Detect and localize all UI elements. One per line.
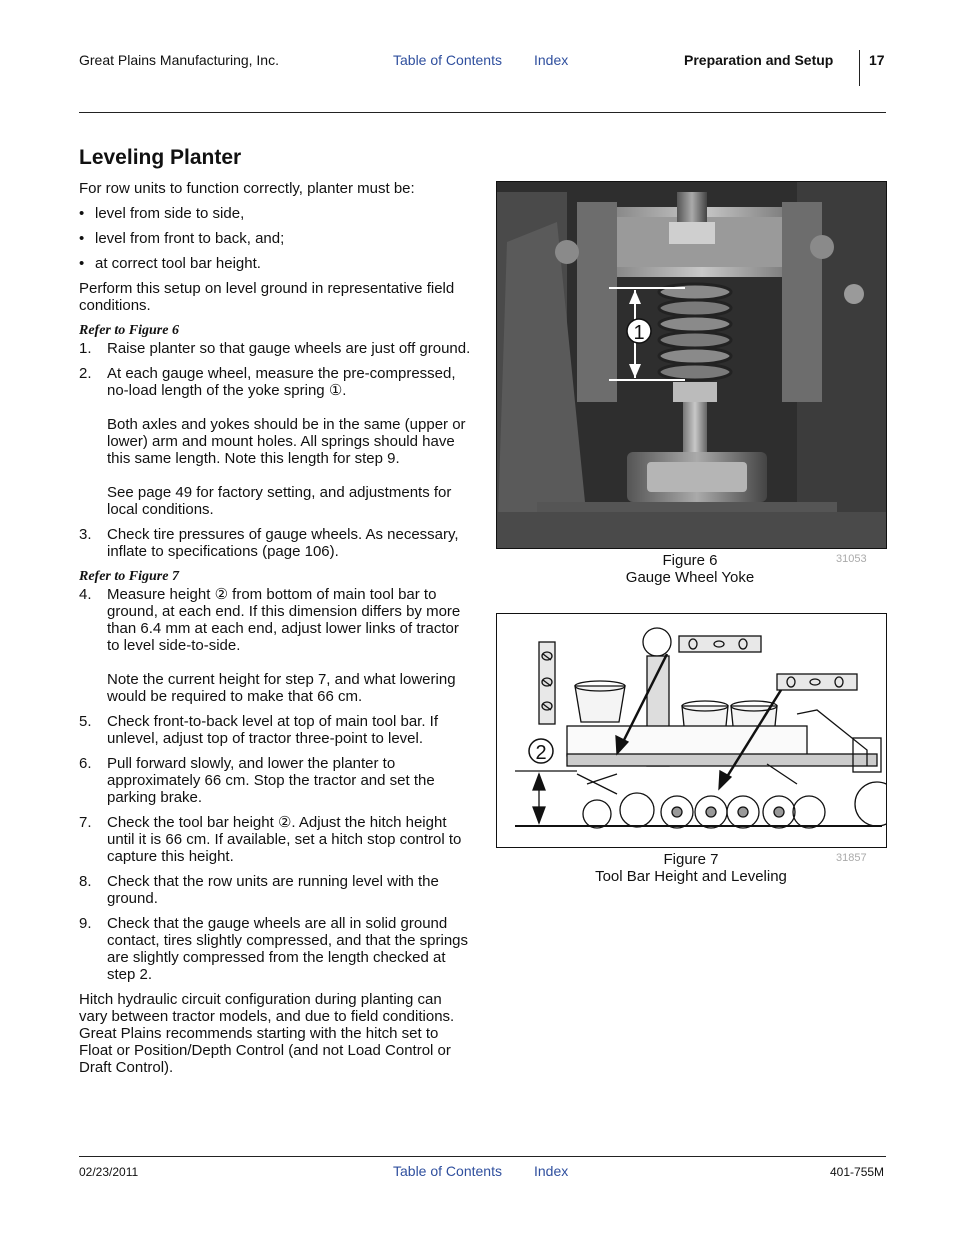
step-item: [79, 814, 471, 865]
bullet-item: • at correct tool bar height.: [79, 255, 471, 272]
step-text: Check that the row units are running level with the ground.: [107, 873, 439, 907]
step-number: 4.: [79, 586, 92, 603]
step-item: [79, 873, 471, 907]
bullet-item: • level from side to side,: [79, 205, 471, 222]
page-title: Leveling Planter: [79, 146, 242, 169]
closing-text: Hitch hydraulic circuit configuration during planting can vary between tractor models, and due to field conditions. Great Plains recommends starting with the hitch set to Float or Position/Depth Control (and not Load Control or Draft Control).: [79, 991, 455, 1076]
step-number: 9.: [79, 915, 92, 932]
step-text: Check front-to-back level at top of main tool bar. If unlevel, adjust top of tractor three-point to level.: [107, 713, 438, 747]
step-text: Pull forward slowly, and lower the planter to approximately 66 cm. Stop the tractor and set the parking brake.: [107, 755, 435, 806]
step-text: Measure height ② from bottom of main tool bar to ground, at each end. If this dimension differs by more than 6.4 mm at each end, adjust lower links of tractor to level side-to-side.: [107, 586, 461, 654]
header-divider: [859, 50, 860, 86]
step-number: 1.: [79, 340, 92, 357]
step-number: 6.: [79, 755, 92, 772]
footer-toc-link[interactable]: Table of Contents: [393, 1163, 502, 1179]
figure-6-photo: [496, 181, 887, 549]
header-company: Great Plains Manufacturing, Inc.: [79, 52, 279, 68]
figure-7-caption: [560, 851, 822, 885]
step-text: Check that the gauge wheels are all in solid ground contact, tires slightly compressed, and that the springs are slightly compressed from the length checked at step 2.: [107, 915, 469, 983]
step-text: Check tire pressures of gauge wheels. As necessary, inflate to specifications (page 106).: [107, 526, 459, 560]
footer-doc-number: 401-755M: [830, 1165, 885, 1179]
figure-reference: Refer to Figure 6: [79, 323, 179, 338]
intro-text: For row units to function correctly, planter must be:: [79, 180, 415, 197]
step-subtext: See page 49 for factory setting, and adjustments for local conditions.: [107, 484, 452, 518]
footer-rule: [79, 1156, 886, 1157]
tool-bar-leveling-image: [497, 614, 886, 847]
page-number: 17: [869, 52, 885, 68]
step-number: 3.: [79, 526, 92, 543]
step-number: 2.: [79, 365, 92, 382]
footer-date: 02/23/2011: [79, 1165, 139, 1179]
step-item: [79, 586, 471, 705]
header-section: Preparation and Setup: [684, 52, 834, 68]
header-rule: [79, 112, 886, 113]
step-number: 5.: [79, 713, 92, 730]
step-subtext: Note the current height for step 7, and what lowering would be required to make that 66 cm.: [107, 671, 456, 705]
gauge-wheel-yoke-image: [497, 182, 886, 548]
step-item: [79, 755, 471, 806]
figure-7-drawing: [496, 613, 887, 848]
footer-index-link[interactable]: Index: [534, 1163, 569, 1179]
body-text: [79, 180, 471, 1084]
figure-6-label: Figure 6: [662, 552, 718, 569]
step-text: At each gauge wheel, measure the pre-compressed, no-load length of the yoke spring ①.: [107, 365, 456, 399]
setup-note: Perform this setup on level ground in representative field conditions.: [79, 280, 455, 314]
step-subtext: Both axles and yokes should be in the same (upper or lower) arm and mount holes. All springs should have this same length. Note this length for step 9.: [107, 416, 466, 467]
figure-6-title: Gauge Wheel Yoke: [625, 569, 755, 586]
header-index-link[interactable]: Index: [534, 52, 569, 68]
step-number: 8.: [79, 873, 92, 890]
figure-6-caption: [595, 552, 785, 586]
figure-reference: Refer to Figure 7: [79, 569, 179, 584]
step-item: [79, 340, 471, 357]
step-text: Check the tool bar height ②. Adjust the hitch height until it is 66 cm. If available, set a hitch stop control to capture this height.: [107, 814, 462, 865]
step-item: [79, 526, 471, 560]
figure-7-title: Tool Bar Height and Leveling: [595, 868, 787, 885]
figure-7-label: Figure 7: [663, 851, 719, 868]
step-item: [79, 713, 471, 747]
bullet-item: • level from front to back, and;: [79, 230, 471, 247]
figure-6-callout: 1: [633, 322, 645, 344]
step-text: Raise planter so that gauge wheels are just off ground.: [107, 340, 471, 357]
figure-6-id: 31053: [836, 553, 867, 565]
step-item: [79, 365, 471, 518]
header-toc-link[interactable]: Table of Contents: [393, 52, 502, 68]
figure-7-callout: 2: [535, 742, 547, 764]
step-item: [79, 915, 471, 983]
step-number: 7.: [79, 814, 92, 831]
figure-7-id: 31857: [836, 852, 867, 864]
